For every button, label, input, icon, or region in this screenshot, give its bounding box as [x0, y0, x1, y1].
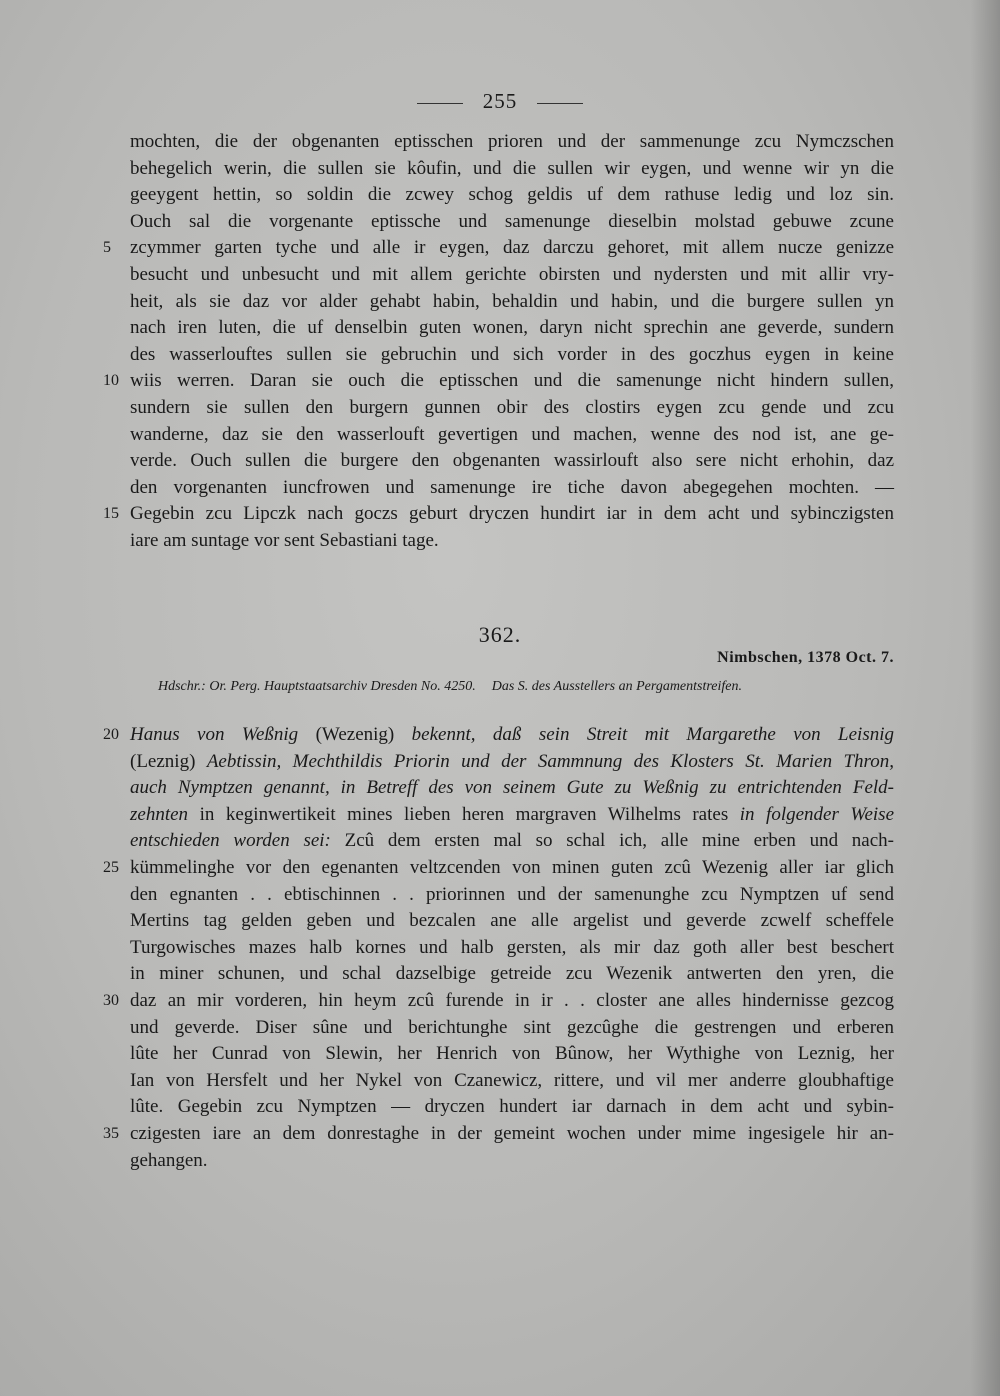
line-text: (Leznig)	[130, 750, 207, 772]
line-text: behegelich werin, die sullen sie kôufin, und die sullen wir eygen, und wenne wir yn die	[130, 157, 894, 179]
line-text: gehangen.	[130, 1149, 208, 1171]
text-line	[130, 342, 894, 369]
header-rule-left	[417, 103, 463, 104]
abstract-text: in folgender Weise	[739, 803, 894, 825]
abstract-text: zehnten	[130, 803, 189, 825]
line-text: lûte her Cunrad von Slewin, her Henrich von Bûnow, her Wythighe von Leznig, her	[130, 1043, 894, 1065]
text-line	[130, 395, 894, 422]
line-text: Ouch sal die vorgenante eptissche und samenunge dieselbin molstad gebuwe zcune	[130, 210, 894, 232]
text-line	[130, 882, 894, 909]
text-line	[130, 315, 894, 342]
abstract-text: Aebtissin, Mechthildis Priorin und der Sammnung des Klosters St. Marien Thron,	[206, 750, 894, 772]
abstract-text: entschieden worden sei:	[130, 830, 331, 852]
document-number: 362.	[478, 622, 522, 647]
text-line	[130, 1094, 894, 1121]
line-text: daz an mir vorderen, hin heym zcû furende in ir . . closter ane alles hindernisse gezcog	[130, 989, 894, 1011]
text-line	[130, 262, 894, 289]
line-text: heit, als sie daz vor alder gehabt habin, behaldin und habin, und die burgere sullen yn	[130, 290, 894, 312]
text-line	[103, 855, 894, 882]
line-text: wanderne, daz sie den wasserlouft gevertigen und machen, wenne des nod ist, ane ge-	[130, 423, 894, 445]
line-text: nach iren luten, die uf denselbin guten wonen, daryn nicht sprechin ane geverde, sundern	[130, 317, 894, 339]
text-line	[130, 129, 894, 156]
line-text: Zcû dem ersten mal so schal ich, alle mine erben und nach-	[330, 830, 894, 852]
line-text: besucht und unbesucht und mit allem gerichte obirsten und nydersten und mit allir vry-	[130, 263, 894, 285]
line-text: geeygent hettin, so soldin die zcwey schog geldis uf dem rathuse ledig und loz sin.	[130, 184, 894, 206]
line-text: lûte. Gegebin zcu Nymptzen — dryczen hundert iar darnach in dem acht und sybin-	[130, 1096, 894, 1118]
line-number: 5	[103, 239, 111, 257]
line-number: 10	[103, 372, 119, 390]
source-seal: Das S. des Ausstellers an Pergamentstreifen.	[491, 679, 743, 694]
line-text: iare am suntage vor sent Sebastiani tage.	[130, 529, 439, 551]
line-text: verde. Ouch sullen die burgere den obgenanten wassirlouft also sere nicht erhohin, daz	[130, 450, 894, 472]
text-line	[130, 961, 894, 988]
line-text: (Wezenig)	[298, 724, 412, 745]
page-header	[0, 89, 1000, 114]
abstract-text: auch Nymptzen genannt, in Betreff des von seinem Gute zu Weßnig zu entrichtenden Feld-	[130, 777, 894, 799]
source-manuscript: Hdschr.: Or. Perg. Hauptstaatsarchiv Dresden No. 4250.	[158, 679, 476, 694]
line-text: wiis werren. Daran sie ouch die eptisschen und die samenunge nicht hindern sullen,	[130, 370, 894, 392]
document-362-text	[103, 722, 895, 1174]
line-text: Gegebin zcu Lipczk nach goczs geburt dryczen hundirt iar in dem acht und sybinczigsten	[130, 503, 894, 525]
text-line	[130, 209, 894, 236]
page-number: 255	[482, 89, 518, 113]
text-line	[130, 289, 894, 316]
text-line	[130, 448, 894, 475]
page-edge-shadow	[970, 0, 1000, 1396]
line-number: 35	[103, 1124, 119, 1142]
line-number: 15	[103, 505, 119, 523]
text-line	[130, 802, 894, 829]
text-line	[130, 775, 894, 802]
line-text: und geverde. Diser sûne und berichtunghe sint gezcûghe die gestrengen und erberen	[130, 1016, 894, 1038]
text-line	[103, 235, 894, 262]
place-date: Nimbschen, 1378 Oct. 7.	[717, 649, 894, 666]
previous-document-text	[103, 129, 894, 555]
text-line	[130, 182, 894, 209]
text-line	[103, 722, 895, 749]
text-line	[130, 528, 894, 555]
text-line	[130, 422, 894, 449]
line-text: czigesten iare an dem donrestaghe in der gemeint wochen under mime ingesigele hir an-	[130, 1122, 894, 1144]
line-number: 20	[103, 726, 119, 743]
abstract-text: Hanus von Weßnig	[130, 724, 299, 745]
text-line	[103, 501, 894, 528]
text-line	[130, 828, 894, 855]
header-rule-right	[537, 103, 583, 104]
text-line	[103, 988, 894, 1015]
line-text: Turgowisches mazes halb kornes und halb gersten, als mir daz goth aller best beschert	[130, 936, 894, 958]
line-text: in keginwertikeit mines lieben heren margraven Wilhelms rates	[188, 803, 740, 825]
text-line	[130, 1041, 894, 1068]
line-text: zcymmer garten tyche und alle ir eygen, daz darczu gehoret, mit allem nucze genizze	[130, 237, 894, 259]
text-line	[103, 368, 894, 395]
text-line	[130, 1068, 894, 1095]
line-text: den egnanten . . ebtischinnen . . priorinnen und der samenunghe zcu Nymptzen uf send	[130, 883, 894, 905]
text-line	[130, 156, 894, 183]
line-text: kümmelinghe vor den egenanten veltzcenden von minen guten zcû Wezenig aller iar glich	[130, 856, 894, 878]
line-text: sundern sie sullen den burgern gunnen obir des clostirs eygen zcu gende und zcu	[130, 396, 894, 418]
source-note	[158, 679, 918, 695]
line-text: Mertins tag gelden geben und bezcalen ane alle argelist und geverde zcwelf scheffele	[130, 910, 894, 932]
text-line	[130, 749, 894, 776]
line-text: in miner schunen, und schal dazselbige getreide zcu Wezenik antwerten den yren, die	[130, 963, 894, 985]
text-line	[130, 1015, 894, 1042]
text-line	[103, 1121, 894, 1148]
line-number: 30	[103, 991, 119, 1009]
text-line	[130, 935, 894, 962]
text-line	[130, 475, 894, 502]
line-text: des wasserlouftes sullen sie gebruchin und sich vorder in des goczhus eygen in keine	[130, 343, 894, 365]
text-line	[130, 1148, 894, 1175]
text-line	[130, 908, 894, 935]
line-text: Ian von Hersfelt und her Nykel von Czanewicz, rittere, und vil mer anderre gloubhaftige	[130, 1069, 894, 1091]
line-text: den vorgenanten iuncfrowen und samenunge ire tiche davon abegegehen mochten. —	[130, 476, 894, 498]
line-number: 25	[103, 858, 119, 876]
line-text: mochten, die der obgenanten eptisschen prioren und der sammenunge zcu Nymczschen	[130, 131, 894, 152]
abstract-text: bekennt, daß sein Streit mit Margarethe von Leisnig	[411, 724, 895, 745]
